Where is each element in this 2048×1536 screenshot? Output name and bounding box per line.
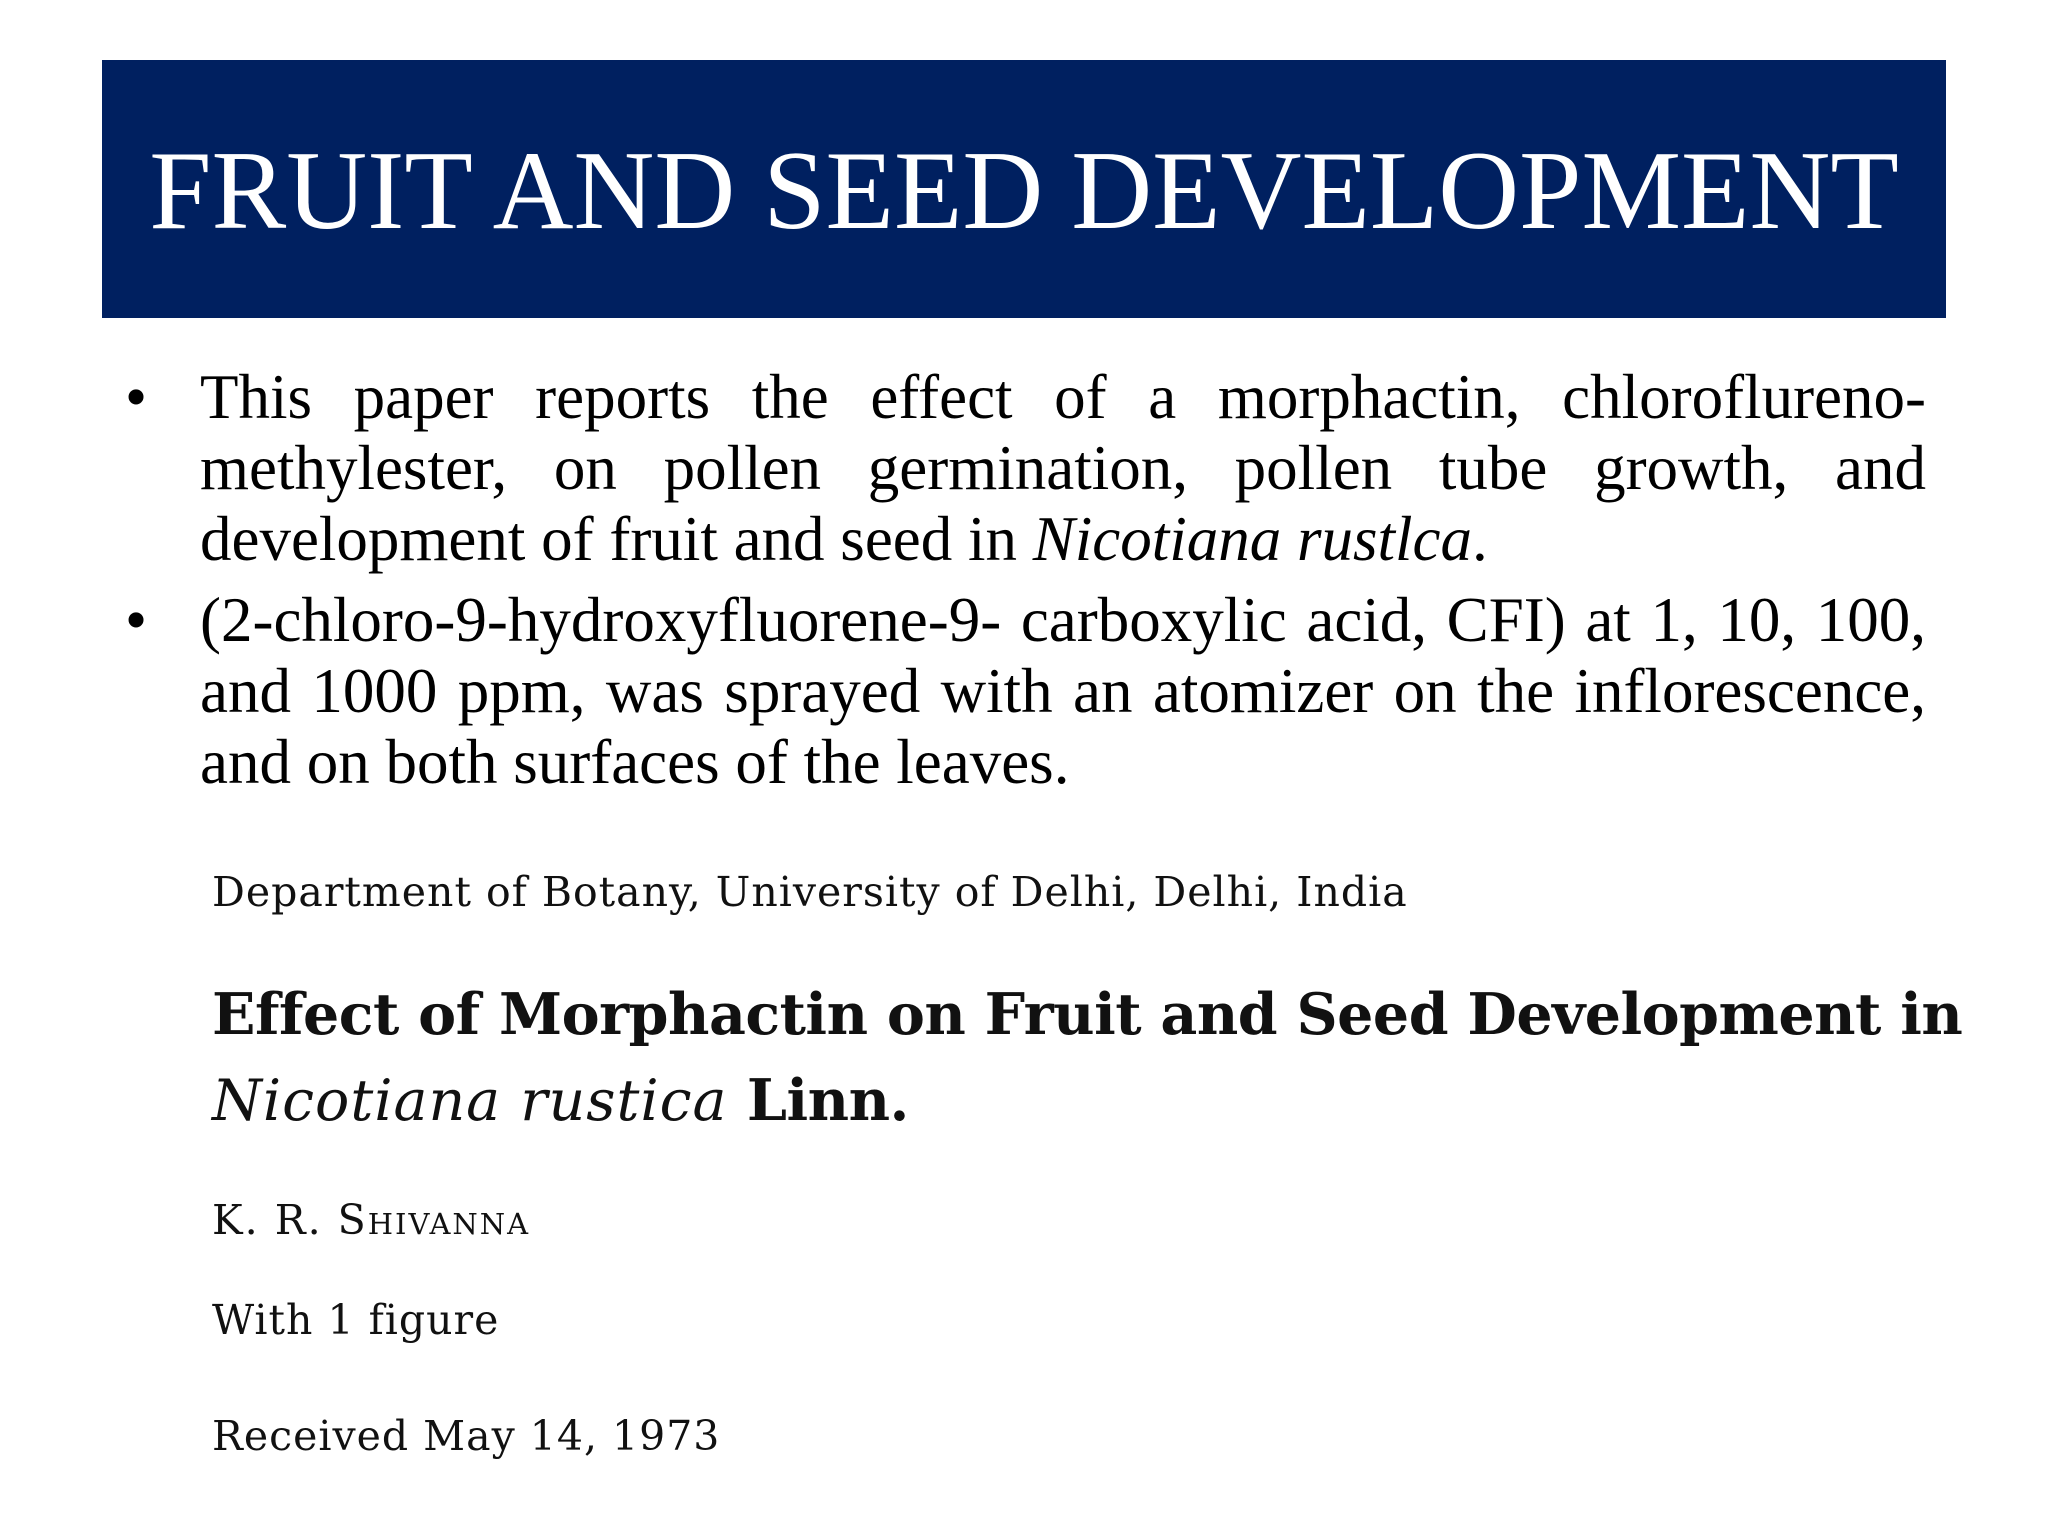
bullet-1-text: This paper reports the effect of a morphactin, chloroflureno-methylester, on pollen germination, pollen tube growth, and development of fruit and seed in xyxy=(200,362,1926,574)
bullet-item-2 xyxy=(120,585,1926,798)
bullet-1-suffix: . xyxy=(1472,504,1488,574)
bullet-marker: • xyxy=(125,585,148,655)
slide-title: FRUIT AND SEED DEVELOPMENT xyxy=(149,129,1899,253)
bullet-item-1 xyxy=(120,362,1926,575)
bullet-1-species: Nicotiana rustlca xyxy=(1032,504,1473,574)
title-bar xyxy=(102,60,1946,318)
paper-title-species: Nicotiana rustica xyxy=(212,1068,728,1134)
paper-title-line1: Effect of Morphactin on Fruit and Seed Development in xyxy=(212,981,1963,1048)
paper-received-date: Received May 14, 1973 xyxy=(212,1412,721,1460)
paper-title-suffix: Linn. xyxy=(746,1067,909,1134)
bullet-marker: • xyxy=(125,362,148,432)
paper-figure-note: With 1 figure xyxy=(212,1296,500,1344)
paper-author: K. R. Shivanna xyxy=(212,1196,531,1244)
bullet-list xyxy=(120,362,1926,808)
paper-department: Department of Botany, University of Delhi, Delhi, India xyxy=(212,868,1408,916)
bullet-2-text: (2-chloro-9-hydroxyfluorene-9- carboxylic acid, CFI) at 1, 10, 100, and 1000 ppm, was sprayed with an atomizer on the inflorescence, and on both surfaces of the leaves. xyxy=(200,585,1926,797)
paper-title xyxy=(212,972,1962,1144)
